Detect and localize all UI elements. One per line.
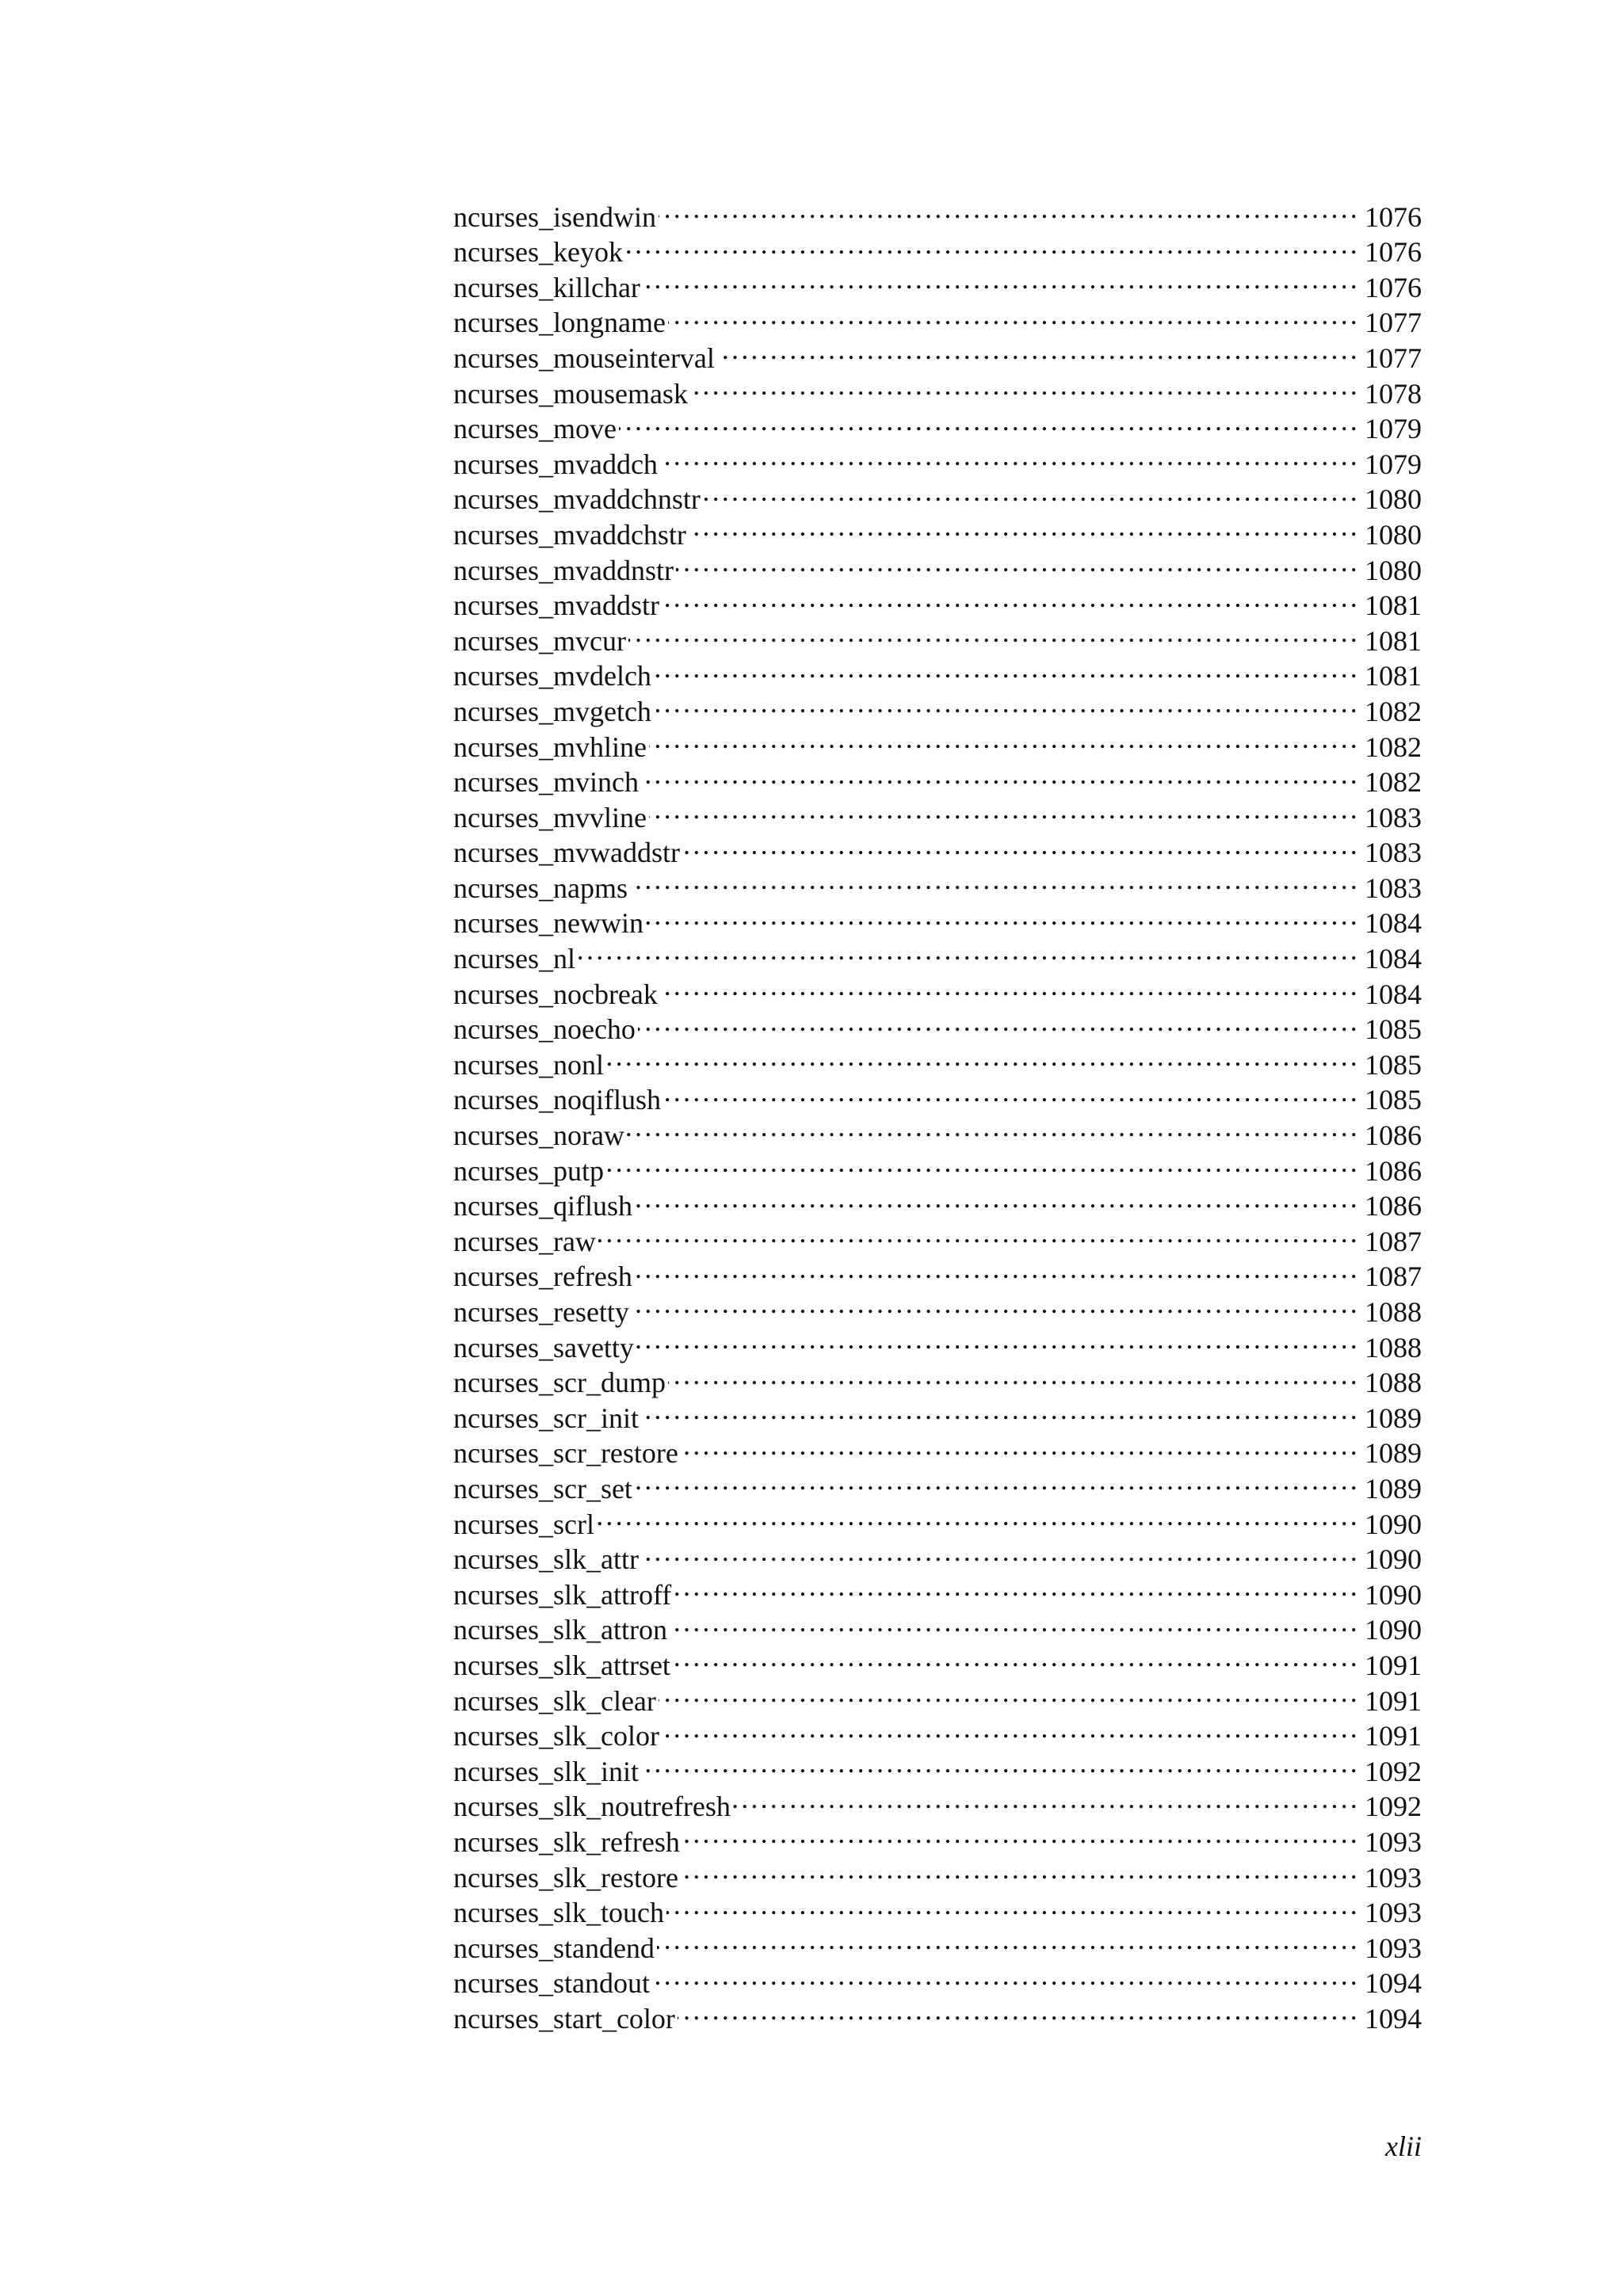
entry-title: ncurses_slk_attroff <box>453 1578 672 1611</box>
entry-title: ncurses_slk_noutrefresh <box>453 1791 731 1823</box>
dot-leader <box>641 1534 1360 1569</box>
entry-title: ncurses_mvaddchstr <box>453 518 686 551</box>
entry-title: ncurses_scr_dump <box>453 1367 666 1399</box>
toc-entry[interactable] <box>453 1498 1422 1540</box>
dot-leader <box>625 227 1360 262</box>
dot-leader <box>627 1109 1360 1145</box>
dot-leader <box>643 261 1360 297</box>
entry-title: ncurses_napms <box>453 871 628 904</box>
entry-page-number: 1094 <box>1365 1967 1422 2000</box>
entry-page-number: 1076 <box>1365 236 1422 269</box>
entry-page-number: 1083 <box>1365 801 1422 833</box>
entry-title: ncurses_move <box>453 413 617 445</box>
entry-page-number: 1088 <box>1365 1331 1422 1363</box>
entry-page-number: 1085 <box>1365 1013 1422 1046</box>
dot-leader <box>632 1286 1360 1322</box>
dot-leader <box>649 791 1360 827</box>
entry-title: ncurses_qiflush <box>453 1190 632 1222</box>
dot-leader <box>662 580 1360 616</box>
entry-page-number: 1079 <box>1365 448 1422 480</box>
entry-page-number: 1082 <box>1365 730 1422 763</box>
entry-title: ncurses_refresh <box>453 1261 632 1293</box>
dot-leader <box>663 1074 1360 1110</box>
entry-page-number: 1090 <box>1365 1543 1422 1576</box>
dot-leader <box>646 898 1360 933</box>
dot-leader <box>635 1251 1360 1287</box>
entry-page-number: 1091 <box>1365 1684 1422 1717</box>
dot-leader <box>654 650 1360 686</box>
entry-page-number: 1090 <box>1365 1578 1422 1611</box>
entry-title: ncurses_mvhline <box>453 730 647 763</box>
entry-page-number: 1093 <box>1365 1861 1422 1894</box>
dot-leader <box>660 438 1360 474</box>
entry-page-number: 1093 <box>1365 1897 1422 1929</box>
entry-page-number: 1080 <box>1365 483 1422 516</box>
entry-title: ncurses_raw <box>453 1225 596 1257</box>
entry-page-number: 1076 <box>1365 200 1422 233</box>
toc-entry[interactable] <box>453 968 1422 1010</box>
dot-leader <box>635 1463 1360 1498</box>
entry-title: ncurses_mvinch <box>453 766 639 799</box>
dot-leader <box>690 368 1360 403</box>
dot-leader <box>660 968 1360 1004</box>
entry-page-number: 1092 <box>1365 1755 1422 1787</box>
dot-leader <box>674 1569 1360 1604</box>
table-of-contents <box>453 191 1422 2035</box>
dot-leader <box>733 1781 1360 1817</box>
dot-leader <box>641 757 1360 792</box>
dot-leader <box>641 1392 1360 1428</box>
entry-title: ncurses_mvdelch <box>453 660 651 692</box>
entry-title: ncurses_longname <box>453 307 666 339</box>
entry-title: ncurses_standout <box>453 1967 650 2000</box>
entry-page-number: 1086 <box>1365 1154 1422 1187</box>
dot-leader <box>668 297 1360 333</box>
dot-leader <box>681 1428 1360 1463</box>
entry-page-number: 1084 <box>1365 943 1422 975</box>
entry-title: ncurses_mouseinterval <box>453 341 715 374</box>
entry-page-number: 1080 <box>1365 554 1422 586</box>
entry-page-number: 1080 <box>1365 518 1422 551</box>
entry-page-number: 1089 <box>1365 1437 1422 1470</box>
entry-page-number: 1087 <box>1365 1225 1422 1257</box>
dot-leader <box>689 509 1360 544</box>
entry-page-number: 1086 <box>1365 1119 1422 1152</box>
dot-leader <box>717 332 1360 368</box>
toc-entry[interactable] <box>453 1534 1422 1576</box>
entry-title: ncurses_mousemask <box>453 377 688 410</box>
entry-page-number: 1085 <box>1365 1048 1422 1081</box>
dot-leader <box>659 1675 1360 1711</box>
entry-title: ncurses_scr_init <box>453 1402 639 1434</box>
entry-page-number: 1082 <box>1365 766 1422 799</box>
dot-leader <box>676 544 1360 580</box>
dot-leader <box>619 403 1360 439</box>
dot-leader <box>606 1145 1360 1180</box>
entry-title: ncurses_mvaddstr <box>453 589 659 622</box>
entry-page-number: 1081 <box>1365 624 1422 657</box>
entry-page-number: 1090 <box>1365 1614 1422 1646</box>
dot-leader <box>598 1215 1360 1251</box>
dot-leader <box>666 1887 1360 1923</box>
entry-title: ncurses_nonl <box>453 1048 604 1081</box>
entry-page-number: 1081 <box>1365 660 1422 692</box>
entry-title: ncurses_start_color <box>453 2002 675 2035</box>
entry-title: ncurses_slk_touch <box>453 1897 664 1929</box>
entry-page-number: 1077 <box>1365 307 1422 339</box>
entry-page-number: 1088 <box>1365 1367 1422 1399</box>
entry-page-number: 1084 <box>1365 907 1422 940</box>
dot-leader <box>649 721 1360 757</box>
page-number: xlii <box>1385 2130 1422 2162</box>
entry-title: ncurses_slk_attron <box>453 1614 667 1646</box>
entry-title: ncurses_mvaddchnstr <box>453 483 701 516</box>
entry-page-number: 1078 <box>1365 377 1422 410</box>
entry-page-number: 1085 <box>1365 1084 1422 1116</box>
entry-page-number: 1089 <box>1365 1472 1422 1505</box>
dot-leader <box>682 1816 1360 1852</box>
dot-leader <box>703 474 1360 509</box>
dot-leader <box>662 1711 1360 1746</box>
dot-leader <box>641 1745 1360 1781</box>
entry-title: ncurses_slk_restore <box>453 1861 678 1894</box>
dot-leader <box>654 685 1360 721</box>
entry-title: ncurses_mvcur <box>453 624 626 657</box>
dot-leader <box>681 1852 1360 1887</box>
entry-title: ncurses_slk_refresh <box>453 1825 680 1858</box>
entry-page-number: 1083 <box>1365 871 1422 904</box>
dot-leader <box>678 1993 1360 2028</box>
dot-leader <box>597 1498 1360 1534</box>
dot-leader <box>668 1357 1360 1393</box>
entry-page-number: 1093 <box>1365 1825 1422 1858</box>
entry-page-number: 1082 <box>1365 695 1422 727</box>
entry-title: ncurses_slk_init <box>453 1755 639 1787</box>
entry-page-number: 1094 <box>1365 2002 1422 2035</box>
toc-entry[interactable] <box>453 191 1422 233</box>
dot-leader <box>652 1958 1360 1993</box>
entry-title: ncurses_slk_attr <box>453 1543 639 1576</box>
entry-title: ncurses_slk_clear <box>453 1684 656 1717</box>
entry-title: ncurses_slk_attrset <box>453 1649 670 1681</box>
entry-title: ncurses_noraw <box>453 1119 624 1152</box>
dot-leader <box>630 862 1360 898</box>
entry-title: ncurses_nl <box>453 943 575 975</box>
entry-title: ncurses_scr_restore <box>453 1437 678 1470</box>
dot-leader <box>606 1039 1360 1074</box>
toc-entry[interactable] <box>453 1251 1422 1293</box>
entry-page-number: 1093 <box>1365 1932 1422 1964</box>
entry-title: ncurses_keyok <box>453 236 623 269</box>
entry-page-number: 1081 <box>1365 589 1422 622</box>
dot-leader <box>682 827 1360 863</box>
entry-page-number: 1083 <box>1365 837 1422 869</box>
dot-leader <box>628 615 1360 650</box>
entry-page-number: 1089 <box>1365 1402 1422 1434</box>
dot-leader <box>673 1639 1360 1675</box>
entry-title: ncurses_slk_color <box>453 1720 659 1753</box>
entry-page-number: 1086 <box>1365 1190 1422 1222</box>
entry-title: ncurses_putp <box>453 1154 604 1187</box>
entry-title: ncurses_mvaddch <box>453 448 658 480</box>
entry-page-number: 1091 <box>1365 1720 1422 1753</box>
entry-page-number: 1076 <box>1365 271 1422 303</box>
entry-title: ncurses_mvaddnstr <box>453 554 674 586</box>
dot-leader <box>636 1322 1360 1357</box>
entry-page-number: 1088 <box>1365 1296 1422 1328</box>
entry-page-number: 1077 <box>1365 341 1422 374</box>
dot-leader <box>670 1604 1360 1640</box>
entry-page-number: 1084 <box>1365 978 1422 1010</box>
entry-title: ncurses_nocbreak <box>453 978 658 1010</box>
entry-page-number: 1079 <box>1365 413 1422 445</box>
entry-title: ncurses_mvgetch <box>453 695 651 727</box>
entry-title: ncurses_killchar <box>453 271 640 303</box>
entry-page-number: 1090 <box>1365 1508 1422 1540</box>
entry-title: ncurses_noecho <box>453 1013 636 1046</box>
entry-title: ncurses_standend <box>453 1932 655 1964</box>
entry-title: ncurses_noqiflush <box>453 1084 661 1116</box>
dot-leader <box>657 1922 1360 1958</box>
entry-page-number: 1092 <box>1365 1791 1422 1823</box>
dot-leader <box>578 933 1360 968</box>
entry-page-number: 1091 <box>1365 1649 1422 1681</box>
entry-page-number: 1087 <box>1365 1261 1422 1293</box>
entry-title: ncurses_isendwin <box>453 200 656 233</box>
toc-entry[interactable] <box>453 1215 1422 1257</box>
dot-leader <box>635 1180 1360 1216</box>
dot-leader <box>638 1004 1360 1039</box>
entry-title: ncurses_newwin <box>453 907 643 940</box>
entry-title: ncurses_mvvline <box>453 801 647 833</box>
entry-title: ncurses_savetty <box>453 1331 634 1363</box>
dot-leader <box>659 191 1360 227</box>
entry-title: ncurses_scrl <box>453 1508 594 1540</box>
entry-title: ncurses_resetty <box>453 1296 629 1328</box>
toc-entry[interactable] <box>453 933 1422 975</box>
entry-title: ncurses_scr_set <box>453 1472 632 1505</box>
entry-title: ncurses_mvwaddstr <box>453 837 680 869</box>
